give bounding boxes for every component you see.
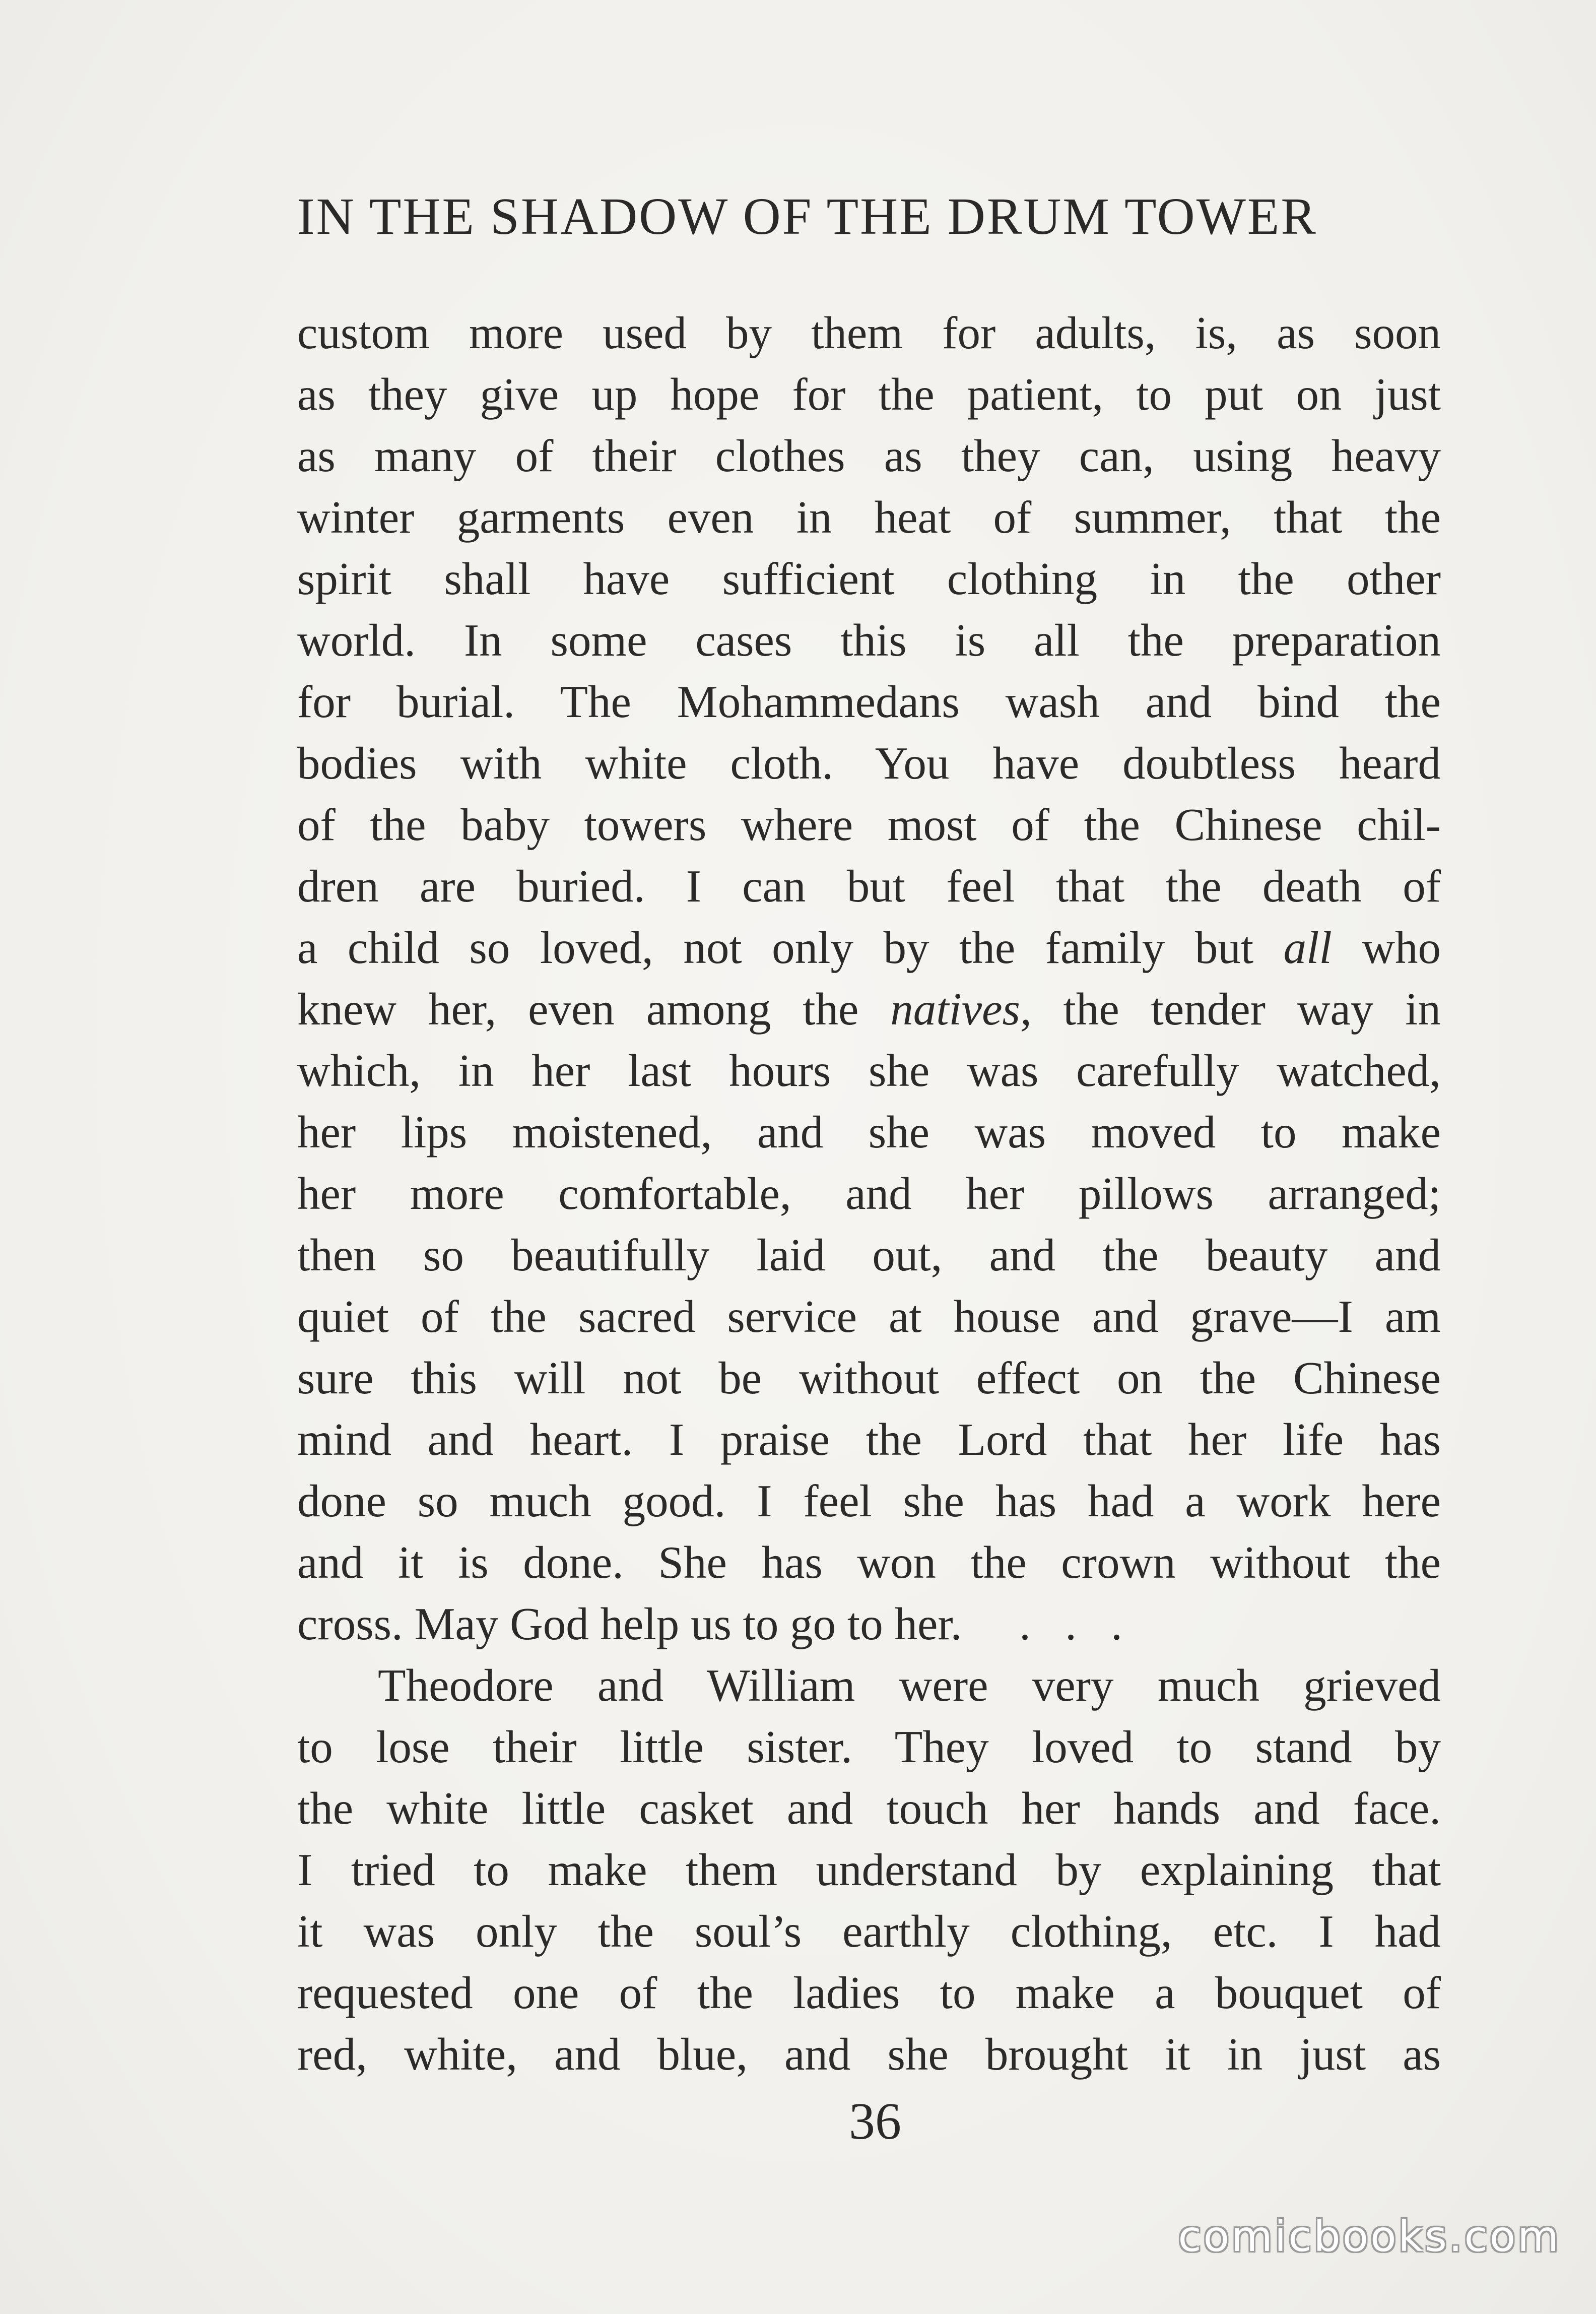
text-line: I tried to make them understand by explaining that: [297, 1844, 1441, 1895]
italic-word: natives,: [890, 984, 1032, 1035]
watermark: comicbooks.com: [1178, 2212, 1561, 2261]
text-line: done so much good. I feel she has had a work here: [297, 1475, 1441, 1526]
text-line: red, white, and blue, and she brought it in just as: [297, 2029, 1441, 2080]
running-head: IN THE SHADOW OF THE DRUM TOWER: [297, 187, 1317, 245]
text-line: her lips moistened, and she was moved to make: [297, 1107, 1441, 1158]
text-line: cross. May God help us to go to her. . . .: [297, 1598, 1122, 1649]
text-line: as they give up hope for the patient, to put on just: [297, 369, 1441, 420]
text-line: bodies with white cloth. You have doubtless heard: [297, 738, 1441, 789]
text-run: a child so loved, not only by the family but: [297, 922, 1284, 973]
text-line: sure this will not be without effect on the Chinese: [297, 1353, 1441, 1403]
text-line: requested one of the ladies to make a bouquet of: [297, 1967, 1441, 2018]
body-text: [297, 302, 1441, 2085]
text-line: quiet of the sacred service at house and grave—I am: [297, 1291, 1441, 1342]
page-number: 36: [849, 2092, 901, 2150]
text-line: and it is done. She has won the crown without the: [297, 1537, 1441, 1588]
text-line: world. In some cases this is all the preparation: [297, 615, 1441, 666]
text-run: the tender way in: [1031, 984, 1441, 1035]
text-line: dren are buried. I can but feel that the death of: [297, 861, 1441, 912]
text-line: mind and heart. I praise the Lord that her life has: [297, 1414, 1441, 1465]
text-line: for burial. The Mohammedans wash and bind the: [297, 676, 1441, 727]
text-run: knew her, even among the: [297, 984, 891, 1035]
text-line: which, in her last hours she was carefully watched,: [297, 1045, 1441, 1096]
text-line: spirit shall have sufficient clothing in the other: [297, 553, 1441, 604]
text-run: who: [1332, 922, 1441, 973]
text-line: custom more used by them for adults, is, as soon: [297, 307, 1441, 358]
text-line: her more comfortable, and her pillows arranged;: [297, 1168, 1441, 1219]
text-line: the white little casket and touch her hands and face.: [297, 1783, 1441, 1834]
text-line: as many of their clothes as they can, using heavy: [297, 430, 1441, 481]
text-line: [297, 917, 1441, 979]
text-line: Theodore and William were very much grieved: [378, 1660, 1441, 1711]
text-line: winter garments even in heat of summer, that the: [297, 492, 1441, 543]
text-line: [297, 979, 1441, 1040]
text-line: to lose their little sister. They loved to stand by: [297, 1721, 1441, 1772]
text-line: it was only the soul’s earthly clothing, etc. I had: [297, 1906, 1441, 1957]
text-line: then so beautifully laid out, and the beauty and: [297, 1230, 1441, 1280]
italic-word: all: [1283, 922, 1332, 973]
text-line: of the baby towers where most of the Chinese chil-: [297, 799, 1441, 850]
